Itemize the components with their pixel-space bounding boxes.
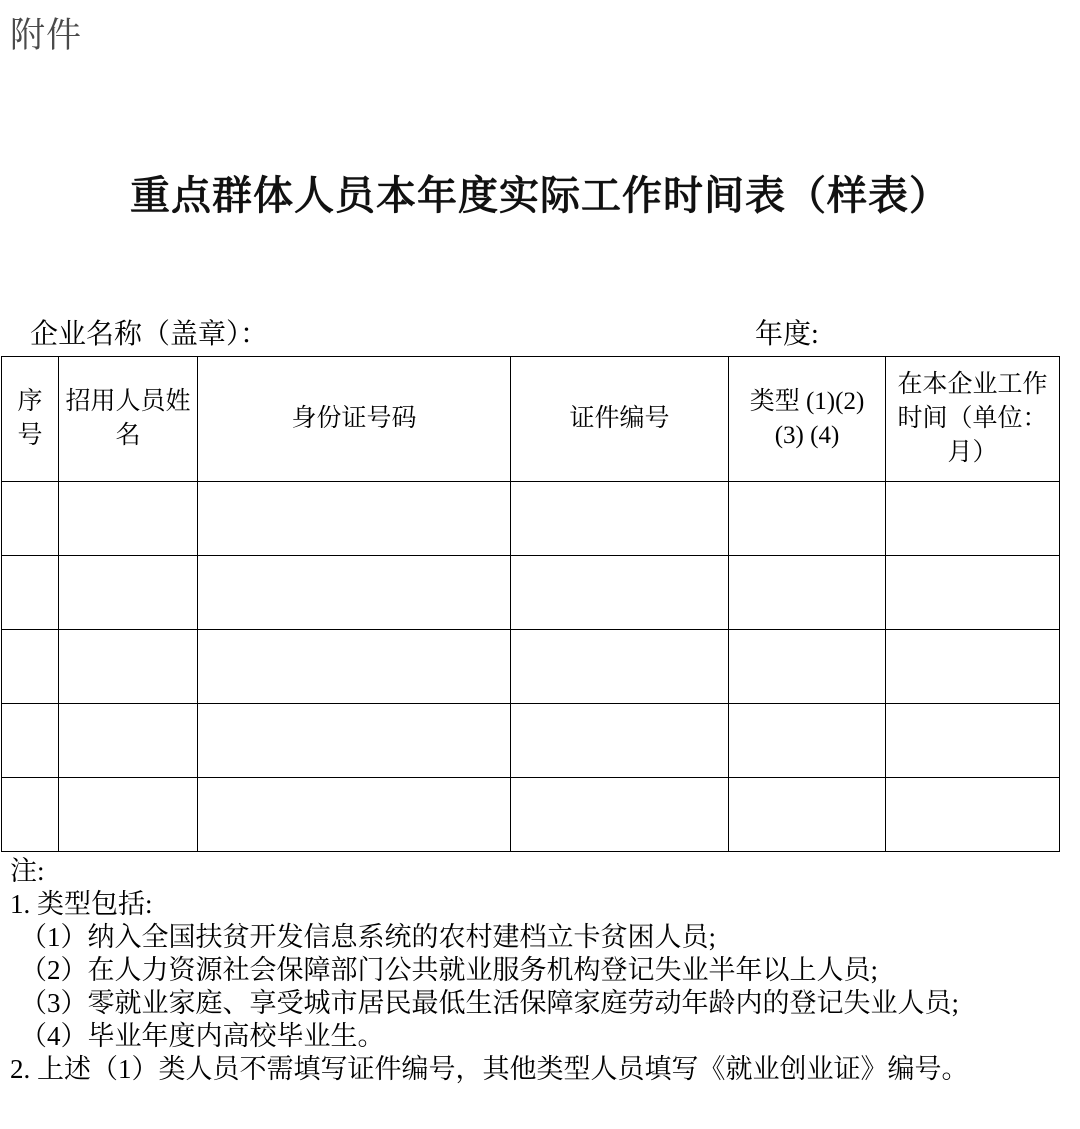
table-cell-type[interactable] — [729, 482, 886, 556]
table-cell-months[interactable] — [886, 556, 1060, 630]
notes-heading: 注: — [10, 856, 45, 886]
work-time-table — [1, 356, 1060, 852]
table-cell-id[interactable] — [198, 556, 511, 630]
column-header-index — [2, 357, 59, 482]
column-header-name-label: 招用人员姓名 — [65, 388, 191, 449]
note-line-2: 2. 上述（1）类人员不需填写证件编号，其他类型人员填写《就业创业证》编号。 — [10, 1054, 969, 1084]
table-cell-months[interactable] — [886, 778, 1060, 852]
column-header-certificate-number — [511, 357, 729, 482]
table-row — [2, 704, 1060, 778]
table-row — [2, 556, 1060, 630]
note-line-type-3: （3）零就业家庭、享受城市居民最低生活保障家庭劳动年龄内的登记失业人员; — [20, 988, 959, 1018]
column-header-name — [59, 357, 198, 482]
column-header-id-number — [198, 357, 511, 482]
column-header-certificate-number-label: 证件编号 — [569, 405, 670, 432]
table-cell-index[interactable] — [2, 556, 59, 630]
table-cell-months[interactable] — [886, 704, 1060, 778]
table-cell-type[interactable] — [729, 778, 886, 852]
form-meta-row — [0, 316, 1080, 354]
table-cell-cert[interactable] — [511, 482, 729, 556]
table-cell-name[interactable] — [59, 704, 198, 778]
column-header-type-label: 类型 (1)(2) (3) (4) — [749, 388, 865, 449]
table-body — [2, 482, 1060, 852]
table-row — [2, 630, 1060, 704]
year-label: 年度: — [755, 319, 819, 350]
table-cell-name[interactable] — [59, 778, 198, 852]
table-cell-id[interactable] — [198, 482, 511, 556]
table-cell-id[interactable] — [198, 778, 511, 852]
notes-section — [10, 855, 1070, 1086]
table-row — [2, 482, 1060, 556]
table-cell-name[interactable] — [59, 630, 198, 704]
table-cell-cert[interactable] — [511, 556, 729, 630]
attachment-label: 附件 — [10, 16, 83, 55]
column-header-type — [729, 357, 886, 482]
note-line-type-4: （4）毕业年度内高校毕业生。 — [20, 1021, 385, 1051]
column-header-months — [886, 357, 1060, 482]
note-line-1: 1. 类型包括: — [10, 889, 153, 919]
table-cell-months[interactable] — [886, 482, 1060, 556]
table-cell-id[interactable] — [198, 630, 511, 704]
table-cell-type[interactable] — [729, 630, 886, 704]
table-cell-name[interactable] — [59, 556, 198, 630]
column-header-index-label: 序号 — [17, 388, 43, 449]
note-line-type-2: （2）在人力资源社会保障部门公共就业服务机构登记失业半年以上人员; — [20, 955, 879, 985]
table-cell-index[interactable] — [2, 630, 59, 704]
table-header-row — [2, 357, 1060, 482]
table-cell-index[interactable] — [2, 778, 59, 852]
table-cell-type[interactable] — [729, 704, 886, 778]
note-line-type-1: （1）纳入全国扶贫开发信息系统的农村建档立卡贫困人员; — [20, 922, 717, 952]
company-name-label: 企业名称（盖章）： — [30, 319, 269, 350]
table-cell-index[interactable] — [2, 704, 59, 778]
table-cell-name[interactable] — [59, 482, 198, 556]
column-header-id-number-label: 身份证号码 — [291, 405, 417, 432]
table-cell-months[interactable] — [886, 630, 1060, 704]
table-cell-id[interactable] — [198, 704, 511, 778]
table-cell-cert[interactable] — [511, 704, 729, 778]
page-title: 重点群体人员本年度实际工作时间表（样表） — [130, 174, 950, 218]
table-cell-index[interactable] — [2, 482, 59, 556]
table-header — [2, 357, 1060, 482]
column-header-months-label: 在本企业工作时间（单位：月） — [897, 371, 1048, 466]
table-row — [2, 778, 1060, 852]
table-cell-cert[interactable] — [511, 630, 729, 704]
table-cell-cert[interactable] — [511, 778, 729, 852]
table-cell-type[interactable] — [729, 556, 886, 630]
